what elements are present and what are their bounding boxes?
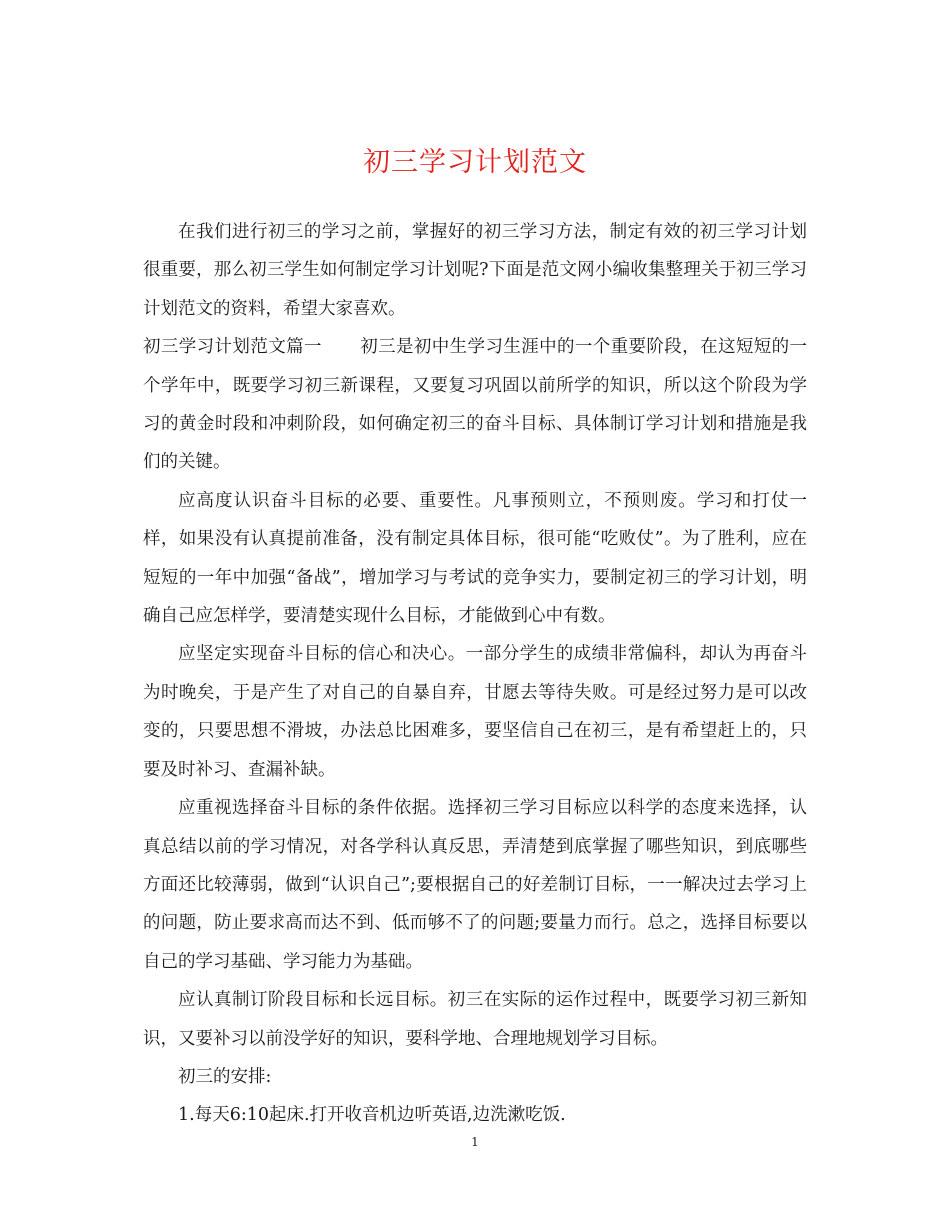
schedule-heading: 初三的安排:	[178, 1066, 272, 1087]
body-paragraph: 应高度认识奋斗目标的必要、重要性。凡事预则立，不预则废。学习和打仗一样，如果没有认真提前准备，没有制定具体目标，很可能“吃败仗”。为了胜利，应在短短的一年中加强“备战”，增加学习与考试的竞争实力，要制定初三的学习计划，明确自己应怎样学，要清楚实现什么目标，才能做到心中有数。	[143, 490, 807, 627]
body-paragraph: 应重视选择奋斗目标的条件依据。选择初三学习目标应以科学的态度来选择，认真总结以前的学习情况，对各学科认真反思，弄清楚到底掌握了哪些知识，到底哪些方面还比较薄弱，做到“认识自己”;要根据自己的好差制订目标，一一解决过去学习上的问题，防止要求高而达不到、低而够不了的问题;要量力而行。总之，选择目标要以自己的学习基础、学习能力为基础。	[143, 798, 807, 972]
document-title: 初三学习计划范文	[363, 147, 587, 178]
section-lead: 初三是初中生学习生涯中的一个重要阶段，在这短短的一个学年中，既要学习初三新课程，又要复习巩固以前所学的知识，所以这个阶段为学习的黄金时段和冲刺阶段，如何确定初三的奋斗目标、具体制订学习计划和措施是我们的关键。	[143, 337, 808, 473]
body-paragraph: 应认真制订阶段目标和长远目标。初三在实际的运作过程中，既要学习初三新知识，又要补习以前没学好的知识，要科学地、合理地规划学习目标。	[143, 990, 807, 1049]
body-paragraph: 应坚定实现奋斗目标的信心和决心。一部分学生的成绩非常偏科，却认为再奋斗为时晚矣，于是产生了对自己的自暴自弃，甘愿去等待失败。可是经过努力是可以改变的，只要思想不滑坡，办法总比困难多，要坚信自己在初三，是有希望赶上的，只要及时补习、查漏补缺。	[143, 644, 807, 780]
intro-paragraph: 在我们进行初三的学习之前，掌握好的初三学习方法，制定有效的初三学习计划很重要，那么初三学生如何制定学习计划呢?下面是范文网小编收集整理关于初三学习计划范文的资料，希望大家喜欢。	[143, 222, 807, 319]
section-paragraph	[143, 328, 807, 482]
section-heading: 初三学习计划范文篇一	[143, 337, 322, 358]
schedule-item: 1.每天6:10起床.打开收音机边听英语,边洗漱吃饭.	[178, 1105, 566, 1126]
document-body	[143, 213, 807, 1135]
page-number: 1	[471, 1135, 479, 1149]
